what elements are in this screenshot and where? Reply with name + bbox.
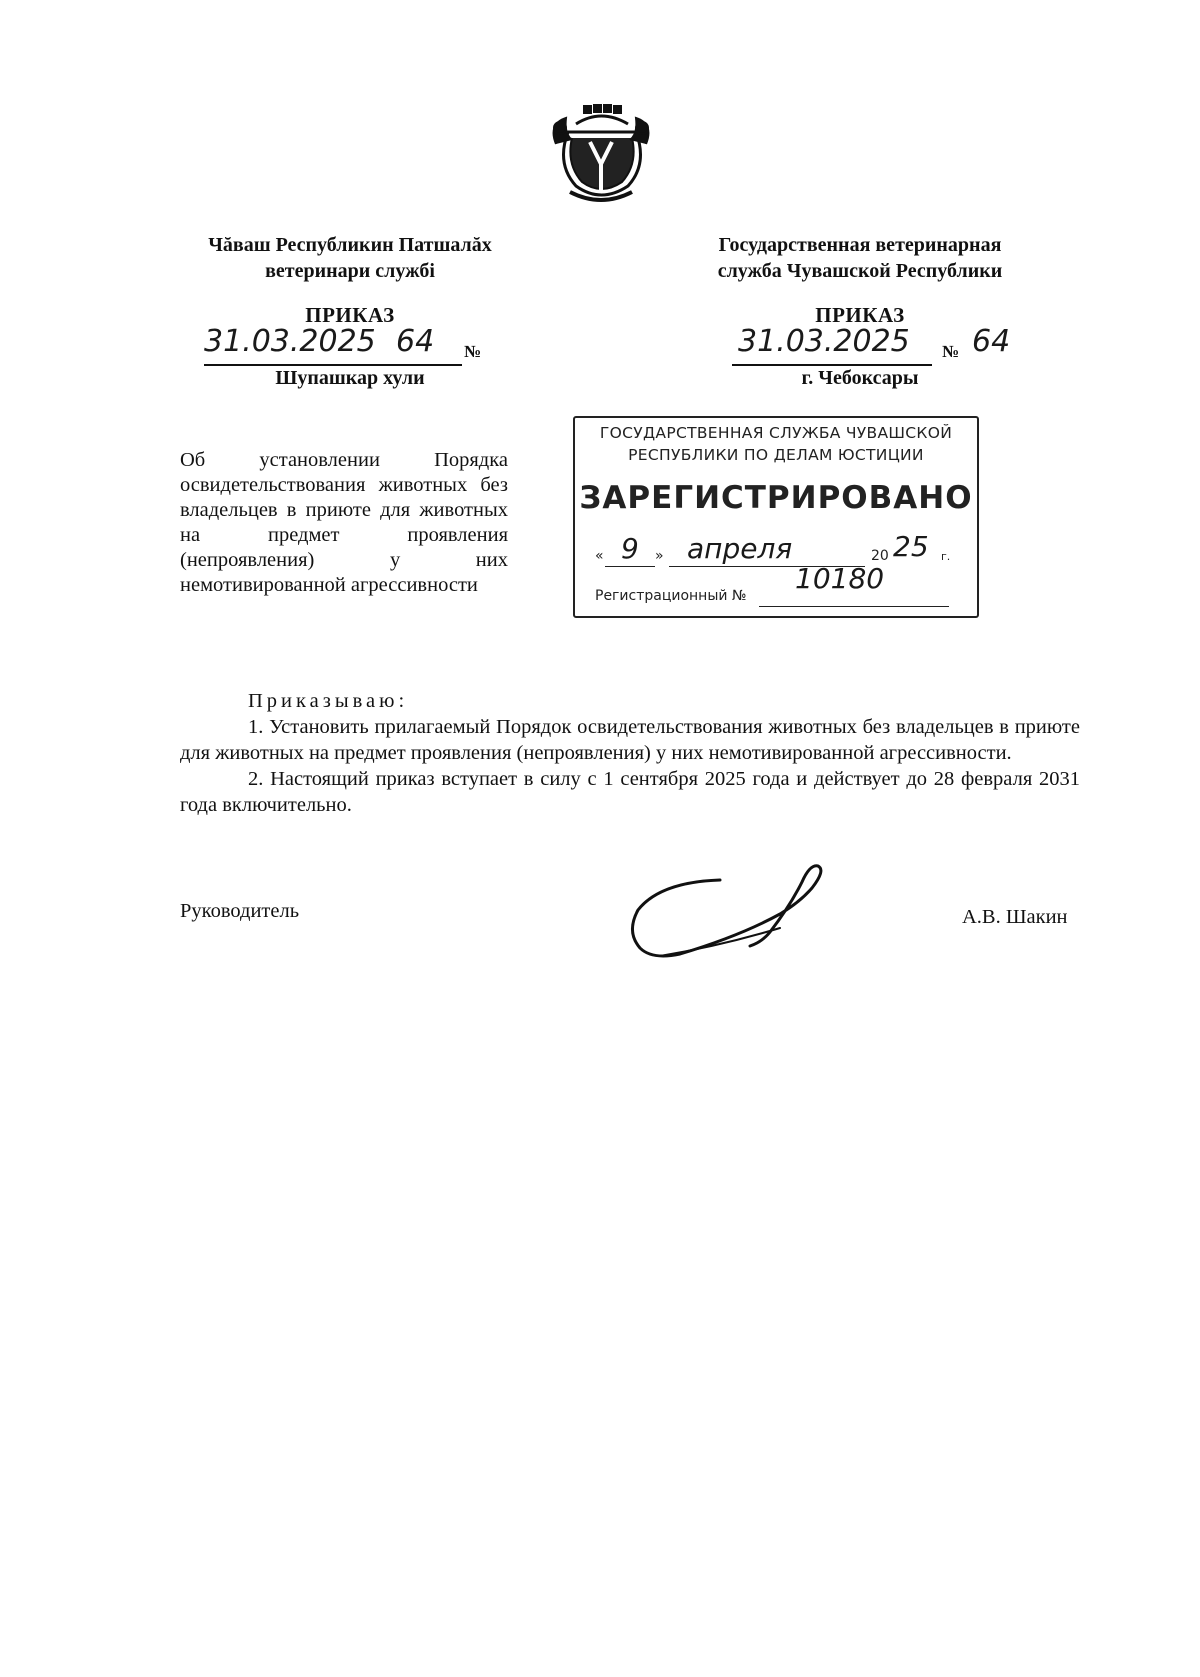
stamp-organization [575,422,977,466]
stamp-day-handwritten: 9 [621,532,639,565]
left-number-handwritten: 64 [396,324,435,359]
stamp-day-rule [605,566,655,567]
right-prikaz-title: ПРИКАЗ [815,303,905,327]
right-header [690,232,1030,284]
left-header-line2: ветеринари службi [265,260,435,282]
left-number-sign: № [464,342,482,361]
right-city: г. Чебоксары [801,367,919,389]
left-date-rule [204,364,462,366]
stamp-month-handwritten: апреля [687,532,793,565]
stamp-reg-rule [759,606,949,607]
stamp-date-row [595,530,965,570]
order-body [180,688,1080,818]
left-header-line1: Чăваш Республикин Патшалăх [208,234,492,256]
stamp-year-handwritten: 25 [893,530,929,563]
ordering-word: Приказываю: [248,690,409,712]
order-subject: Об установлении Порядка освидетельствования животных без владельцев в приюте для животных на предмет проявления (непроявления) у них немотивированной агрессивности [180,449,508,596]
signer-name: А.В. Шакин [962,906,1068,928]
stamp-year-suffix: г. [941,550,951,563]
handwritten-signature [630,862,840,970]
stamp-quote-close: » [655,548,664,564]
left-header [180,232,520,284]
order-item-1: 1. Установить прилагаемый Порядок освидетельствования животных без владельцев в приюте для животных на предмет проявления (непроявления) у них немотивированной агрессивности. [180,716,1080,764]
right-header-line1: Государственная ветеринарная [718,234,1002,256]
right-header-line2: служба Чувашской Республики [717,260,1003,282]
stamp-registration-row [595,562,965,610]
stamp-org-line1: ГОСУДАРСТВЕННАЯ СЛУЖБА ЧУВАШСКОЙ [599,424,953,442]
left-city: Шупашкар хули [275,367,425,389]
left-prikaz-title: ПРИКАЗ [305,303,395,327]
left-date-handwritten: 31.03.2025 [204,324,376,359]
right-date-rule [732,364,932,366]
right-number-sign: № [942,342,960,361]
stamp-year-prefix: 20 [871,548,889,564]
stamp-org-line2: РЕСПУБЛИКИ ПО ДЕЛАМ ЮСТИЦИИ [628,446,924,464]
stamp-status: ЗАРЕГИСТРИРОВАНО [579,480,973,516]
stamp-reg-label: Регистрационный № [595,588,747,604]
stamp-reg-number-handwritten: 10180 [795,562,885,595]
right-number-handwritten: 64 [972,324,1011,359]
signer-role: Руководитель [180,900,300,922]
chuvash-coat-of-arms-icon [546,104,656,206]
right-date-handwritten: 31.03.2025 [738,324,910,359]
order-item-2: 2. Настоящий приказ вступает в силу с 1 сентября 2025 года и действует до 28 февраля 2031 года включительно. [180,768,1080,816]
stamp-quote-open: « [595,548,604,564]
registration-stamp [573,416,979,618]
